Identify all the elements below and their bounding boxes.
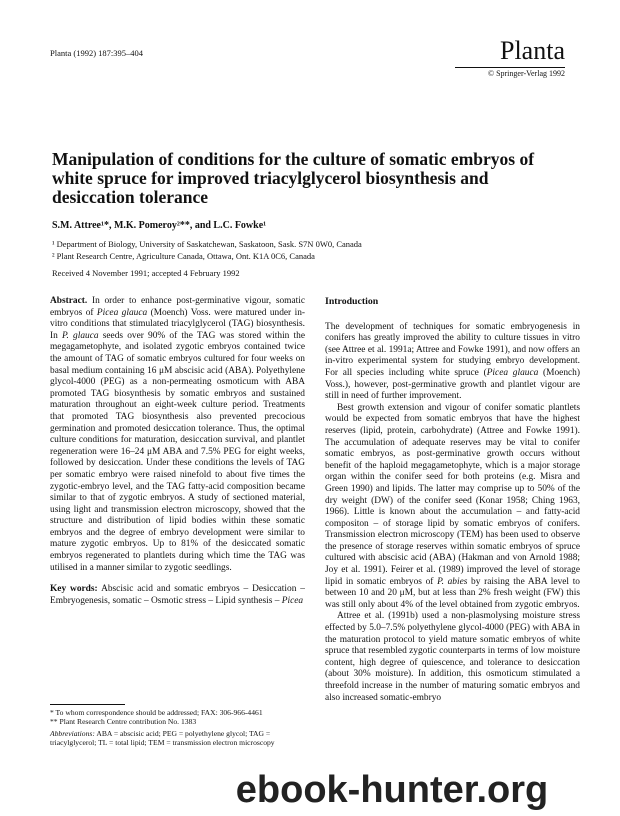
abstract-paragraph — [50, 296, 305, 574]
keywords-label: Key words: — [50, 584, 98, 595]
intro-paragraph-2 — [325, 403, 580, 612]
journal-logo: Planta — [500, 36, 565, 65]
species-name: Picea glauca — [486, 367, 539, 378]
intro-paragraph-3: Attree et al. (1991b) used a non-plasmolysing moisture stress effected by 5.0–7.5% polyethylene glycol-4000 (PEG) with ABA in the maturation protocol to yield mature somatic embryos of white spruce that resembled zygotic counterparts in terms of low moisture content, high degree of quiescence, and tolerance to desiccation (about 30% moisture). In addition, this osmoticum stimulated a threefold increase in the number of maturing somatic embryos and also increased somatic-embryo — [325, 611, 580, 703]
section-heading-introduction: Introduction — [325, 296, 379, 307]
masthead-rule — [455, 67, 565, 68]
left-column — [50, 296, 305, 607]
intro-text: by raising the ABA level to between 10 and 20 μM, but at less than 2% fresh weight (FW) this was still only about 4% of the level obtained from zygotic embryos. — [325, 576, 580, 610]
footnote-abbreviations — [50, 729, 305, 747]
species-name: P. abies — [437, 576, 468, 587]
intro-text: (Moench) Voss.), however, post-germinative growth and plantlet vigour are still in need of further improvement. — [325, 367, 580, 402]
intro-paragraph-1 — [325, 322, 580, 403]
footnotes — [50, 708, 305, 747]
footnote-correspondence: * To whom correspondence should be addressed; FAX: 306-966-4461 — [50, 708, 263, 717]
keywords-paragraph — [50, 584, 305, 607]
journal-citation: Planta (1992) 187:395–404 — [50, 48, 144, 58]
species-name: P. glauca — [62, 330, 99, 341]
keywords-genus: Picea — [281, 595, 304, 606]
abbreviations-text: ABA = abscisic acid; PEG = polyethylene glycol; TAG = triacylglycerol; TL = total lipid; TEM = transmission electron microscopy — [50, 729, 275, 747]
species-name: Picea glauca — [96, 307, 148, 318]
watermark-text: ebook-hunter.org — [235, 769, 549, 810]
abstract-text-3: seeds over 90% of the TAG was stored within the megagametophyte, and isolated zygotic embryos contained twice the amount of TAG of somatic embryos cultured for four weeks on basal medium containing 16 μM abscisic acid (ABA). Polyethylene glycol-4000 (PEG) as a non-permeating osmoticum with ABA promoted TAG biosynthesis by somatic embryos and sustained maturation throughout an eight-week culture period. Treatments that promoted TAG biosynthesis also prevented precocious germination and promoted desiccation tolerance. Thus, the optimal culture conditions for maturation, desiccation survival, and plantlet regeneration were 16–24 μM ABA and 7.5% PEG for eight weeks, followed by desiccation. Under these conditions the levels of TAG per somatic embryo were raised ninefold to about five times the zygotic-embryo level, and the TAG fatty-acid composition became similar to that of zygotic embryos. A study of sectioned material, using light and transmission electron microscopy, showed that the structure and distribution of lipid bodies within these somatic embryos and the degree of embryo development were similar to mature zygotic embryos. Up to 81% of the desiccated somatic embryos regenerated to plantlets during which time the TAG was utilised in a manner similar to zygotic seedlings. — [50, 330, 305, 573]
intro-text: The development of techniques for somatic embryogenesis in conifers has greatly improved the ability to culture tissues in vitro (see Attree et al. 1991a; Attree and Fowke 1991), and now offers an in-vitro experimental system for studying embryo development. For all species including white spruce ( — [325, 321, 580, 378]
abbreviations-label: Abbreviations: — [50, 729, 95, 738]
footnote-contribution: ** Plant Research Centre contribution No. 1383 — [50, 717, 197, 726]
right-column — [325, 296, 580, 704]
abstract-text-2: (Moench) Voss. were matured under in-vitro conditions that stimulated triacylglycerol (TAG) biosynthesis. In — [50, 307, 305, 341]
author-list: S.M. Attree¹*, M.K. Pomeroy²**, and L.C. Fowke¹ — [52, 220, 267, 231]
footnote-rule — [50, 704, 125, 705]
affiliation-1: ¹ Department of Biology, University of Saskatchewan, Saskatoon, Sask. S7N 0W0, Canada — [52, 239, 362, 249]
abstract-text-1: In order to enhance post-germinative vigour, somatic embryos of — [50, 296, 305, 318]
affiliation-2: ² Plant Research Centre, Agriculture Canada, Ottawa, Ont. K1A 0C6, Canada — [52, 251, 315, 261]
copyright-notice: © Springer-Verlag 1992 — [487, 69, 565, 78]
watermark — [200, 768, 585, 810]
abstract-label: Abstract. — [50, 296, 88, 306]
intro-text: Best growth extension and vigour of conifer somatic plantlets would be expected from somatic embryos that have the highest reserves (lipid, protein, carbohydrate) (Attree and Fowke 1991). The accumulation of adequate reserves may be vital to conifer somatic embryos, as post-germinative growth occurs without benefit of the haploid megagametophyte, which is a major storage organ within the conifer seed for both proteins (e.g. Misra and Green 1990) and lipids. The latter may comprise up to 50% of the dry weight (DW) of the conifer seed (Konar 1958; Ching 1963, 1966). Little is known about the accumulation – and fatty-acid compositon – of storage lipid by somatic embryos of conifers. Transmission electron microscopy (TEM) has been used to observe the presence of storage reserves within somatic embryos of spruce cultured with abscisic acid (ABA) (Hakman and von Arnold 1988; Joy et al. 1991). Feirer et al. (1989) improved the level of storage lipid in somatic embryos of — [325, 402, 580, 587]
keywords-text: Abscisic acid and somatic embryos – Desiccation – Embryogenesis, somatic – Osmotic stress – Lipid synthesis – — [50, 584, 305, 606]
article-title: Manipulation of conditions for the culture of somatic embryos of white spruce for improved triacylglycerol biosynthesis and desiccation tolerance — [52, 149, 535, 207]
received-dates: Received 4 November 1991; accepted 4 February 1992 — [52, 268, 240, 278]
